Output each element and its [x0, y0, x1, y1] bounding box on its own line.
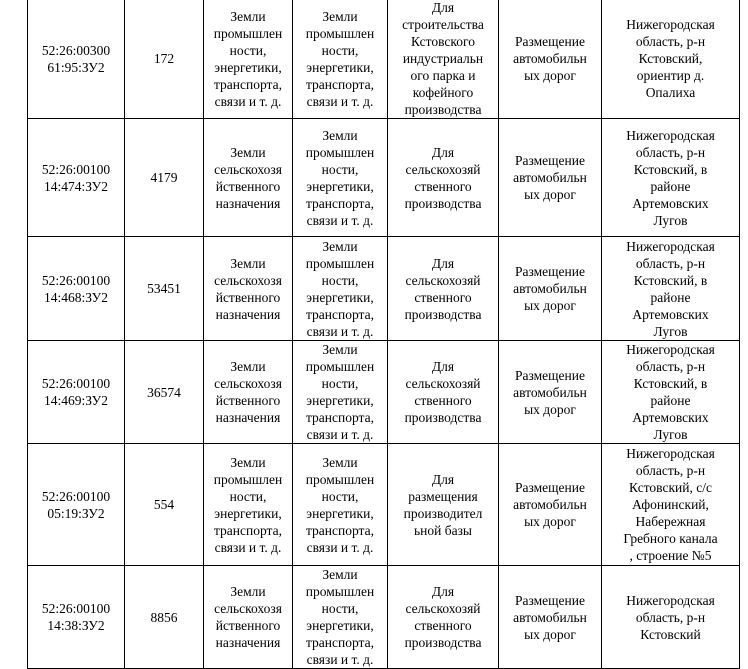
area-cell-text: 172: [153, 51, 175, 66]
purpose-cell: [499, 444, 602, 566]
new-category-cell-text: Земли промышлен ности, энергетики, транспорта, связи и т. д.: [305, 567, 375, 667]
location-cell-text: Нижегородская область, р-н Кстовский, ориентир д. Опалиха: [626, 17, 715, 100]
new-category-cell-text: Земли промышлен ности, энергетики, транспорта, связи и т. д.: [305, 342, 375, 442]
permitted-use-cell-text: Для строительства Кстовского индустриальн ого парка и кофейного производства: [402, 0, 484, 117]
permitted-use-cell-text: Для сельскохозяй ственного производства: [404, 144, 482, 211]
table-row: [28, 119, 740, 237]
location-cell-text: Нижегородская область, р-н Кстовский, в районе Артемовских Лугов: [626, 342, 715, 442]
permitted-use-cell: [388, 119, 499, 237]
cadastral-number-cell: [28, 341, 125, 444]
purpose-cell-text: Размещение автомобильн ых дорог: [513, 592, 587, 642]
location-cell-text: Нижегородская область, р-н Кстовский, в районе Артемовских Лугов: [626, 127, 715, 228]
new-category-cell: [293, 119, 388, 237]
purpose-cell-text: Размещение автомобильн ых дорог: [513, 480, 587, 529]
current-category-cell: [204, 0, 293, 119]
cadastral-number-cell-text: 52:26:00100 14:468:ЗУ2: [41, 272, 111, 305]
location-cell: [602, 237, 740, 341]
cadastral-number-cell: [28, 119, 125, 237]
new-category-cell-text: Земли промышлен ности, энергетики, транспорта, связи и т. д.: [305, 8, 375, 109]
area-cell-text: 36574: [147, 384, 181, 400]
table-row: [28, 566, 740, 669]
current-category-cell-text: Земли сельскохозя йственного назначения: [214, 359, 282, 425]
location-cell: [602, 119, 740, 237]
area-cell: [125, 0, 204, 119]
cadastral-number-cell: [28, 237, 125, 341]
cadastral-number-cell-text: 52:26:00300 61:95:ЗУ2: [41, 42, 111, 75]
location-cell: [602, 341, 740, 444]
area-cell: [125, 341, 204, 444]
permitted-use-cell: [388, 444, 499, 566]
cadastral-number-cell: [28, 444, 125, 566]
permitted-use-cell-text: Для сельскохозяй ственного производства: [404, 255, 482, 322]
current-category-cell-text: Земли сельскохозя йственного назначения: [214, 584, 282, 650]
area-cell-text: 4179: [150, 170, 178, 185]
purpose-cell-text: Размещение автомобильн ых дорог: [513, 34, 587, 83]
table-row: [28, 444, 740, 566]
cadastral-number-cell-text: 52:26:00100 14:474:ЗУ2: [41, 161, 111, 194]
new-category-cell: [293, 444, 388, 566]
purpose-cell: [499, 119, 602, 237]
permitted-use-cell-text: Для размещения производител ьной базы: [403, 471, 483, 538]
purpose-cell: [499, 566, 602, 669]
current-category-cell: [204, 444, 293, 566]
permitted-use-cell-text: Для сельскохозяй ственного производства: [404, 359, 482, 425]
purpose-cell: [499, 237, 602, 341]
cadastral-number-cell-text: 52:26:00100 14:38:ЗУ2: [41, 601, 111, 633]
permitted-use-cell: [388, 237, 499, 341]
cadastral-number-cell-text: 52:26:00100 05:19:ЗУ2: [41, 488, 111, 521]
current-category-cell-text: Земли сельскохозя йственного назначения: [214, 144, 282, 211]
table-row: [28, 341, 740, 444]
table-row: [28, 0, 740, 119]
land-plots-table: [27, 0, 740, 669]
purpose-cell: [499, 341, 602, 444]
new-category-cell: [293, 237, 388, 341]
new-category-cell: [293, 341, 388, 444]
new-category-cell: [293, 0, 388, 119]
area-cell-text: 53451: [147, 281, 181, 296]
current-category-cell: [204, 119, 293, 237]
purpose-cell-text: Размещение автомобильн ых дорог: [513, 367, 587, 417]
location-cell: [602, 566, 740, 669]
permitted-use-cell: [388, 566, 499, 669]
new-category-cell-text: Земли промышлен ности, энергетики, транспорта, связи и т. д.: [305, 454, 375, 555]
current-category-cell: [204, 341, 293, 444]
purpose-cell-text: Размещение автомобильн ых дорог: [513, 264, 587, 313]
cadastral-number-cell-text: 52:26:00100 14:469:ЗУ2: [41, 376, 111, 408]
area-cell-text: 8856: [150, 609, 178, 625]
cadastral-number-cell: [28, 566, 125, 669]
current-category-cell-text: Земли промышлен ности, энергетики, транспорта, связи и т. д.: [213, 8, 283, 109]
area-cell: [125, 444, 204, 566]
location-cell-text: Нижегородская область, р-н Кстовский, в районе Артемовских Лугов: [626, 238, 715, 339]
table-row: [28, 237, 740, 341]
area-cell: [125, 237, 204, 341]
new-category-cell: [293, 566, 388, 669]
cadastral-number-cell: [28, 0, 125, 119]
location-cell: [602, 0, 740, 119]
purpose-cell: [499, 0, 602, 119]
permitted-use-cell: [388, 341, 499, 444]
current-category-cell-text: Земли промышлен ности, энергетики, транспорта, связи и т. д.: [213, 454, 283, 555]
permitted-use-cell-text: Для сельскохозяй ственного производства: [404, 584, 482, 650]
area-cell: [125, 566, 204, 669]
current-category-cell: [204, 237, 293, 341]
table-body: [28, 0, 740, 669]
new-category-cell-text: Земли промышлен ности, энергетики, транспорта, связи и т. д.: [305, 238, 375, 339]
permitted-use-cell: [388, 0, 499, 119]
location-cell-text: Нижегородская область, р-н Кстовский: [626, 592, 715, 642]
new-category-cell-text: Земли промышлен ности, энергетики, транспорта, связи и т. д.: [305, 127, 375, 228]
current-category-cell: [204, 566, 293, 669]
current-category-cell-text: Земли сельскохозя йственного назначения: [214, 255, 282, 322]
location-cell-text: Нижегородская область, р-н Кстовский, с/с Афонинский, Набережная Гребного канала , строение №5: [623, 446, 718, 563]
area-cell: [125, 119, 204, 237]
purpose-cell-text: Размещение автомобильн ых дорог: [513, 153, 587, 202]
area-cell-text: 554: [153, 497, 175, 512]
location-cell: [602, 444, 740, 566]
